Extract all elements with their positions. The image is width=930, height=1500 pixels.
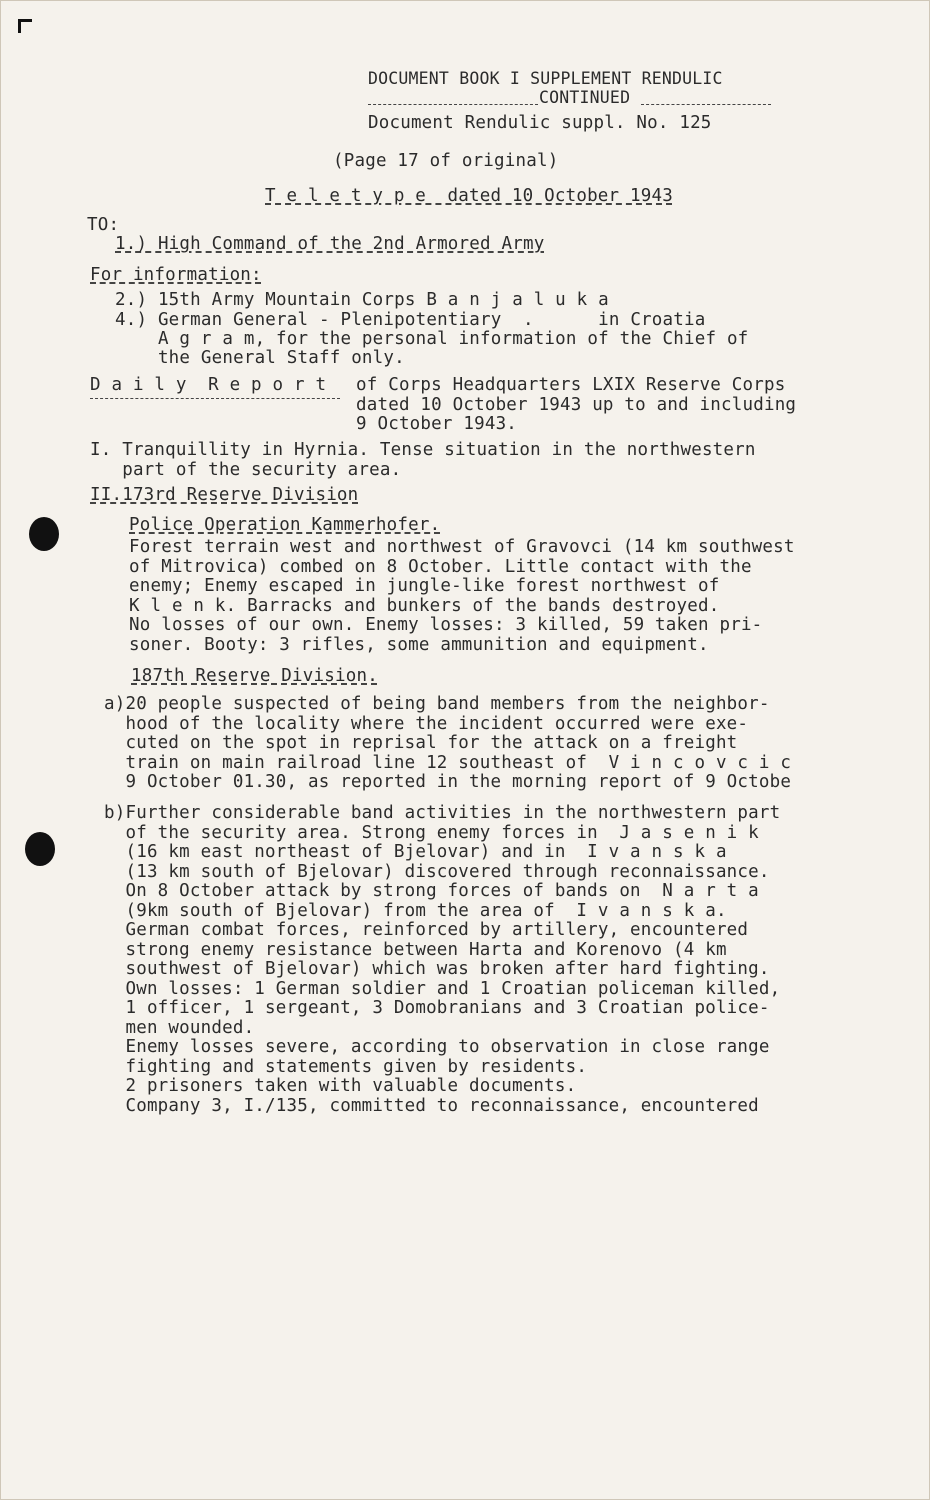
division-187-heading: 187th Reserve Division. — [131, 666, 378, 686]
header-continued: CONTINUED — [539, 88, 631, 107]
daily-report-line1: of Corps Headquarters LXIX Reserve Corps — [356, 375, 786, 395]
section-1-line2: part of the security area. — [90, 460, 402, 480]
recipient-4-line1: 4.) German General - Plenipotentiary . in Croatia — [115, 310, 706, 330]
header-dash-left — [368, 104, 538, 105]
daily-report-underline — [90, 398, 340, 399]
teletype-heading: T e l e t y p e dated 10 October 1943 — [265, 186, 673, 206]
recipient-1: 1.) High Command of the 2nd Armored Army — [115, 234, 545, 254]
recipient-2: 2.) 15th Army Mountain Corps B a n j a l u k a — [115, 290, 609, 310]
daily-report-label: D a i l y R e p o r t — [90, 375, 327, 395]
corner-crop-mark — [18, 19, 32, 33]
police-operation-paragraph: Forest terrain west and northwest of Gravovci (14 km southwest of Mitrovica) combed on 8 October. Little contact with the enemy; Enemy escaped in jungle-like forest northwest of K l e n k. Barracks and bunkers of the bands destroyed. No losses of our own. Enemy losses: 3 killed, 59 taken pri- soner. Booty: 3 rifles, some ammunition and equipment. — [129, 537, 795, 655]
item-a-paragraph: a)20 people suspected of being band members from the neighbor- hood of the locality where the incident occurred were exe- cuted on the spot in reprisal for the attack on a freight train on main railroad line 12 southeast of V i n c o v c i c 9 October 01.30, as reported in the morning report of 9 Octobe — [104, 694, 792, 792]
daily-report-line3: 9 October 1943. — [356, 414, 518, 434]
to-label: TO: — [87, 215, 120, 235]
recipient-4-line3: the General Staff only. — [115, 348, 405, 368]
for-information-label: For information: — [90, 265, 262, 285]
daily-report-line2: dated 10 October 1943 up to and including — [356, 395, 797, 415]
header-dash-right — [641, 104, 771, 105]
police-operation-heading: Police Operation Kammerhofer. — [129, 515, 441, 535]
recipient-4-line2: A g r a m, for the personal information of the Chief of — [115, 329, 749, 349]
page-note: (Page 17 of original) — [333, 151, 559, 171]
header-title: DOCUMENT BOOK I SUPPLEMENT RENDULIC — [368, 69, 723, 88]
document-number: Document Rendulic suppl. No. 125 — [368, 113, 712, 133]
section-2-heading: II.173rd Reserve Division — [90, 485, 359, 505]
section-1-line1: I. Tranquillity in Hyrnia. Tense situation in the northwestern — [90, 440, 756, 460]
punch-hole-lower — [25, 832, 55, 866]
punch-hole-upper — [29, 517, 59, 551]
item-b-paragraph: b)Further considerable band activities in the northwestern part of the security area. Strong enemy forces in J a s e n i k (16 km east northeast of Bjelovar) and in I v a n s k a (13 km south of Bjelovar) discovered through reconnaissance. On 8 October attack by strong forces of bands on N a r t a (9km south of Bjelovar) from the area of I v a n s k a. German combat forces, reinforced by artillery, encountered strong enemy resistance between Harta and Korenovo (4 km southwest of Bjelovar) which was broken after hard fighting. Own losses: 1 German soldier and 1 Croatian policeman killed, 1 officer, 1 sergeant, 3 Domobranians and 3 Croatian police- men wounded. Enemy losses severe, according to observation in close range fighting and statements given by residents. 2 prisoners taken with valuable documents. Company 3, I./135, committed to reconnaissance, encountered — [104, 803, 781, 1116]
